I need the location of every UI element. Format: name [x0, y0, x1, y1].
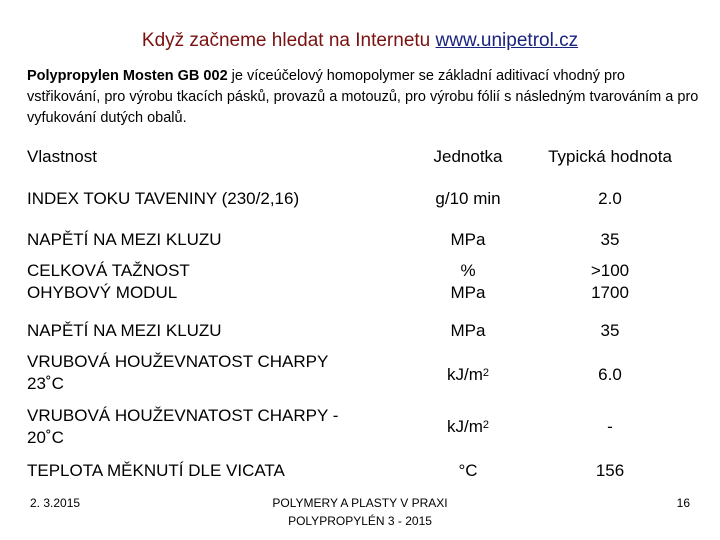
- row-melt-index-value: 2.0: [598, 189, 622, 208]
- row-yield-stress-2-unit: MPa: [450, 321, 486, 340]
- intro-text: je víceúčelový homopolymer se základní aditivací vhodný pro vstřikování, pro výrobu tkacích pásků, provazů a motouzů, pro výrobu fólií s následným tvarováním a pro vyfukování dutých obalů.: [27, 68, 699, 126]
- unipetrol-link[interactable]: www.unipetrol.cz: [435, 30, 579, 51]
- unit-line: %: [460, 261, 476, 280]
- unit-text: kJ/m: [446, 417, 483, 436]
- property-line: VRUBOVÁ HOUŽEVNATOST CHARPY -: [27, 406, 339, 425]
- header-property: Vlastnost: [27, 147, 97, 166]
- row-vicat-unit: °C: [458, 461, 478, 480]
- row-yield-stress-unit: MPa: [450, 230, 486, 249]
- row-yield-stress-property: NAPĚTÍ NA MEZI KLUZU: [27, 230, 222, 249]
- row-elongation-property: [27, 260, 407, 304]
- slide-title: [0, 30, 720, 52]
- footer-title-line: POLYMERY A PLASTY V PRAXI: [272, 496, 448, 510]
- row-yield-stress-2-property: NAPĚTÍ NA MEZI KLUZU: [27, 321, 222, 340]
- unit-superscript: 2: [482, 419, 489, 431]
- footer-title: [210, 494, 510, 530]
- property-line: CELKOVÁ TAŽNOST: [27, 261, 190, 280]
- footer-title-line: POLYPROPYLÉN 3 - 2015: [288, 514, 432, 528]
- product-name: Polypropylen Mosten GB 002: [27, 68, 228, 84]
- property-line: 23˚C: [27, 374, 64, 393]
- value-line: 1700: [591, 283, 629, 302]
- unit-line: MPa: [450, 283, 486, 302]
- row-vicat-property: TEPLOTA MĚKNUTÍ DLE VICATA: [27, 461, 285, 480]
- row-yield-stress-value: 35: [600, 230, 620, 249]
- intro-paragraph: [27, 66, 699, 129]
- footer-date: 2. 3.2015: [30, 496, 81, 510]
- row-charpy-23-property: [27, 351, 407, 395]
- row-elongation-value: [530, 260, 690, 304]
- row-yield-stress-2-value: 35: [600, 321, 620, 340]
- row-melt-index-property: INDEX TOKU TAVENINY (230/2,16): [27, 189, 300, 208]
- title-text: Když začneme hledat na Internetu: [141, 30, 436, 51]
- property-line: 20˚C: [27, 428, 64, 447]
- row-charpy-minus20-property: [27, 405, 407, 449]
- page-number: 16: [676, 496, 690, 510]
- header-value: Typická hodnota: [548, 147, 672, 166]
- unit-text: kJ/m: [446, 365, 483, 384]
- header-unit: Jednotka: [433, 147, 503, 166]
- row-melt-index-unit: g/10 min: [435, 189, 501, 208]
- value-line: >100: [590, 261, 630, 280]
- row-charpy-23-unit: [418, 364, 518, 386]
- unit-superscript: 2: [482, 367, 489, 379]
- row-charpy-23-value: 6.0: [598, 365, 622, 384]
- row-charpy-minus20-value: -: [607, 417, 613, 436]
- property-line: OHYBOVÝ MODUL: [27, 283, 178, 302]
- property-line: VRUBOVÁ HOUŽEVNATOST CHARPY: [27, 352, 329, 371]
- row-vicat-value: 156: [595, 461, 625, 480]
- row-charpy-minus20-unit: [418, 416, 518, 438]
- row-elongation-unit: [418, 260, 518, 304]
